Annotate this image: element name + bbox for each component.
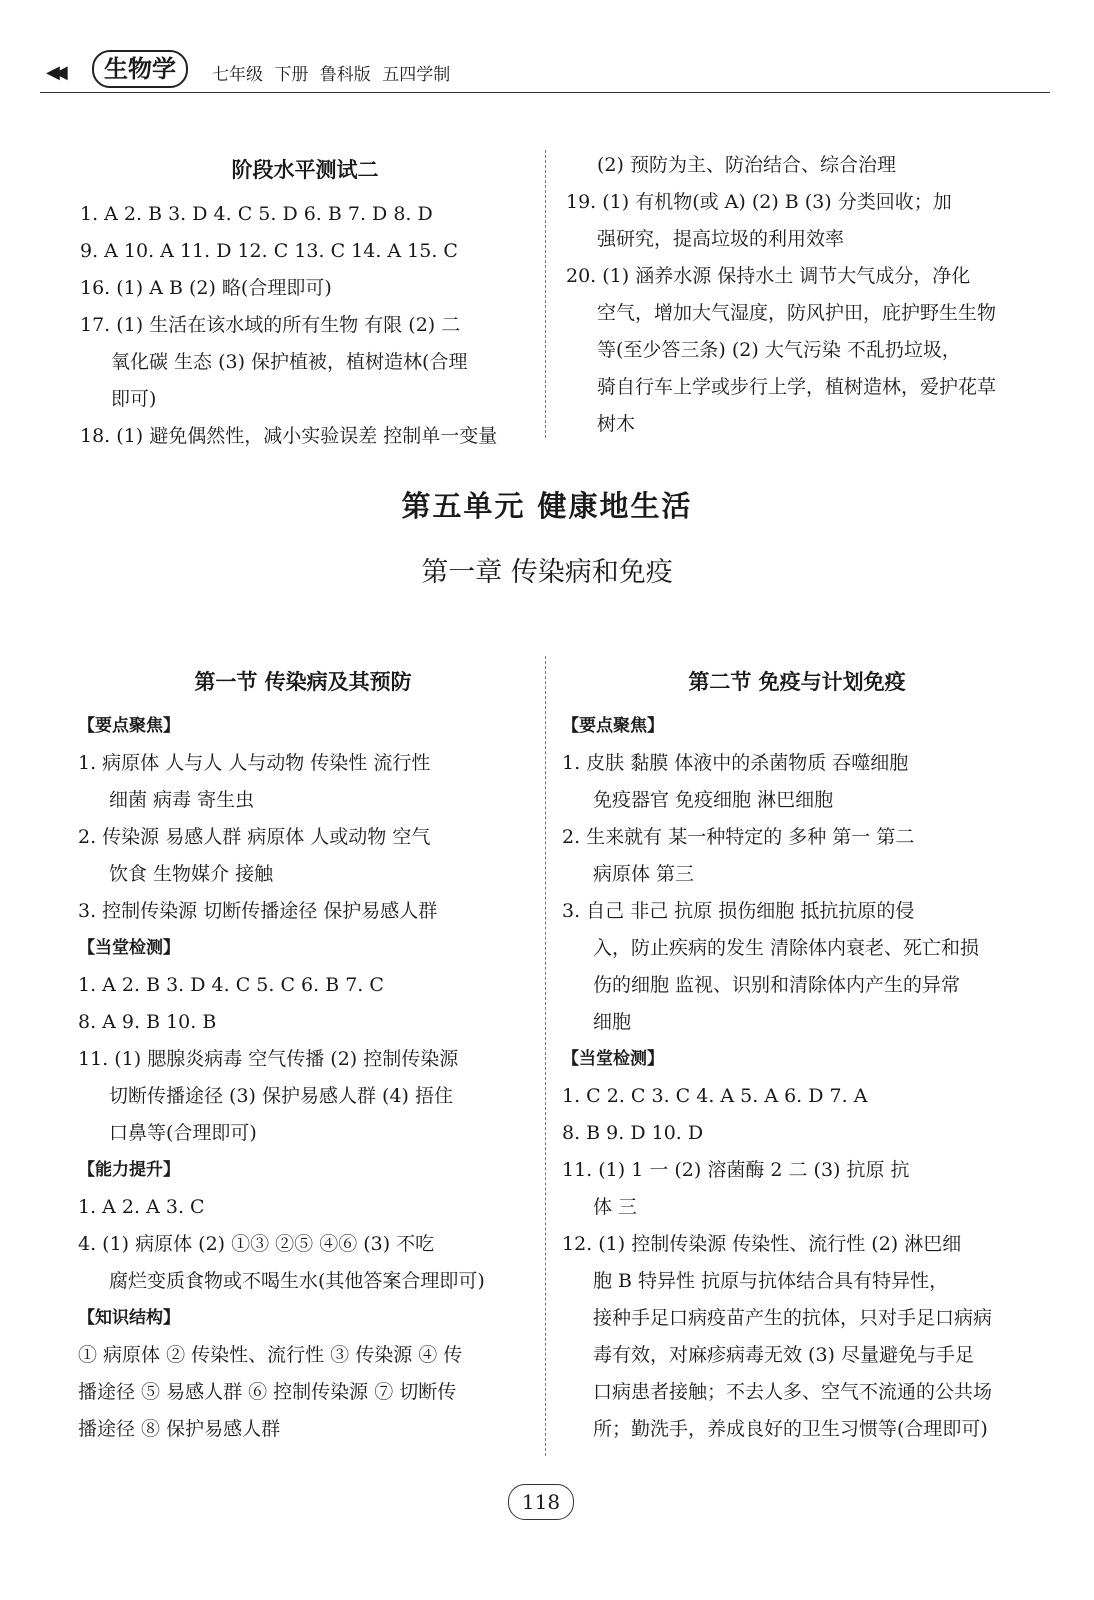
answer-line: 11. (1) 1 一 (2) 溶菌酶 2 二 (3) 抗原 抗 — [562, 1159, 910, 1181]
answer-line: 11. (1) 腮腺炎病毒 空气传播 (2) 控制传染源 — [78, 1048, 459, 1070]
answer-line: 8. B 9. D 10. D — [562, 1122, 704, 1144]
test2-line: 骑自行车上学或步行上学，植树造林，爱护花草 — [597, 376, 997, 398]
page-number: 118 — [508, 1484, 574, 1520]
answer-line: 1. A 2. B 3. D 4. C 5. C 6. B 7. C — [78, 974, 384, 996]
class-check-tag: 【当堂检测】 — [562, 1049, 664, 1069]
test2-line: 17. (1) 生活在该水域的所有生物 有限 (2) 二 — [80, 314, 461, 336]
section1-title: 第一节 传染病及其预防 — [194, 670, 412, 694]
test2-line: (2) 预防为主、防治结合、综合治理 — [597, 154, 896, 176]
test2-line: 18. (1) 避免偶然性，减小实验误差 控制单一变量 — [80, 425, 498, 447]
section2-column — [562, 662, 1032, 1448]
answer-line: 体 三 — [593, 1196, 638, 1218]
answer-line: 3. 自己 非己 抗原 损伤细胞 抵抗抗原的侵 — [562, 900, 915, 922]
test2-line: 1. A 2. B 3. D 4. C 5. D 6. B 7. D 8. D — [80, 203, 433, 225]
answer-line: 免疫器官 免疫细胞 淋巴细胞 — [593, 789, 834, 811]
test2-title: 阶段水平测试二 — [231, 158, 379, 182]
test2-line: 空气，增加大气湿度，防风护田，庇护野生生物 — [597, 302, 997, 324]
answer-line: 1. C 2. C 3. C 4. A 5. A 6. D 7. A — [562, 1085, 868, 1107]
page-header — [40, 48, 1050, 93]
test2-left-column — [80, 150, 530, 455]
chapter-title: 第一章 传染病和免疫 — [421, 557, 673, 588]
answer-line: 播途径 ⑤ 易感人群 ⑥ 控制传染源 ⑦ 切断传 — [78, 1381, 457, 1403]
column-divider-top — [545, 150, 546, 438]
answer-line: ① 病原体 ② 传染性、流行性 ③ 传染源 ④ 传 — [78, 1344, 463, 1366]
test2-line: 即可) — [111, 388, 157, 410]
answer-line: 胞 B 特异性 抗原与抗体结合具有特异性， — [593, 1270, 949, 1292]
answer-line: 病原体 第三 — [593, 863, 695, 885]
answer-line: 3. 控制传染源 切断传播途径 保护易感人群 — [78, 900, 438, 922]
test2-line: 等(至少答三条) (2) 大气污染 不乱扔垃圾， — [597, 339, 961, 361]
answer-line: 口病患者接触；不去人多、空气不流通的公共场 — [593, 1381, 993, 1403]
test2-line: 9. A 10. A 11. D 12. C 13. C 14. A 15. C — [80, 240, 458, 262]
answer-line: 所；勤洗手，养成良好的卫生习惯等(合理即可) — [593, 1418, 988, 1440]
answer-line: 入，防止疾病的发生 清除体内衰老、死亡和损 — [593, 937, 980, 959]
structure-tag: 【知识结构】 — [78, 1308, 180, 1328]
answer-line: 伤的细胞 监视、识别和清除体内产生的异常 — [593, 974, 961, 996]
answer-line: 接种手足口病疫苗产生的抗体，只对手足口病病 — [593, 1307, 993, 1329]
answer-line: 口鼻等(合理即可) — [109, 1122, 257, 1144]
test2-line: 19. (1) 有机物(或 A) (2) B (3) 分类回收；加 — [566, 191, 952, 213]
test2-line: 树木 — [597, 413, 636, 435]
test2-line: 20. (1) 涵养水源 保持水土 调节大气成分，净化 — [566, 265, 971, 287]
book-meta: 七年级 下册 鲁科版 五四学制 — [212, 65, 451, 85]
key-points-tag: 【要点聚焦】 — [562, 716, 664, 736]
test2-line: 强研究，提高垃圾的利用效率 — [597, 228, 845, 250]
test2-right-column — [566, 147, 1026, 443]
answer-line: 腐烂变质食物或不喝生水(其他答案合理即可) — [109, 1270, 485, 1292]
answer-line: 播途径 ⑧ 保护易感人群 — [78, 1418, 281, 1440]
answer-line: 2. 传染源 易感人群 病原体 人或动物 空气 — [78, 826, 431, 848]
answer-line: 1. 皮肤 黏膜 体液中的杀菌物质 吞噬细胞 — [562, 752, 909, 774]
key-points-tag: 【要点聚焦】 — [78, 716, 180, 736]
answer-line: 1. 病原体 人与人 人与动物 传染性 流行性 — [78, 752, 431, 774]
answer-line: 饮食 生物媒介 接触 — [109, 863, 274, 885]
section1-column — [78, 662, 528, 1448]
answer-line: 8. A 9. B 10. B — [78, 1011, 217, 1033]
answer-line: 细胞 — [593, 1011, 632, 1033]
answer-line: 1. A 2. A 3. C — [78, 1196, 205, 1218]
ability-tag: 【能力提升】 — [78, 1160, 180, 1180]
column-divider-bottom — [545, 656, 546, 1456]
answer-line: 2. 生来就有 某一种特定的 多种 第一 第二 — [562, 826, 915, 848]
answer-line: 4. (1) 病原体 (2) ①③ ②⑤ ④⑥ (3) 不吃 — [78, 1233, 435, 1255]
section2-title: 第二节 免疫与计划免疫 — [688, 670, 906, 694]
test2-line: 16. (1) A B (2) 略(合理即可) — [80, 277, 332, 299]
class-check-tag: 【当堂检测】 — [78, 938, 180, 958]
answer-line: 12. (1) 控制传染源 传染性、流行性 (2) 淋巴细 — [562, 1233, 962, 1255]
test2-line: 氧化碳 生态 (3) 保护植被，植树造林(合理 — [111, 351, 468, 373]
header-arrow-icon: ◀◀ — [46, 62, 62, 83]
unit-title: 第五单元 健康地生活 — [401, 489, 693, 523]
answer-line: 毒有效，对麻疹病毒无效 (3) 尽量避免与手足 — [593, 1344, 974, 1366]
answer-line: 细菌 病毒 寄生虫 — [109, 789, 255, 811]
subject-badge: 生物学 — [92, 50, 188, 88]
answer-line: 切断传播途径 (3) 保护易感人群 (4) 捂住 — [109, 1085, 453, 1107]
